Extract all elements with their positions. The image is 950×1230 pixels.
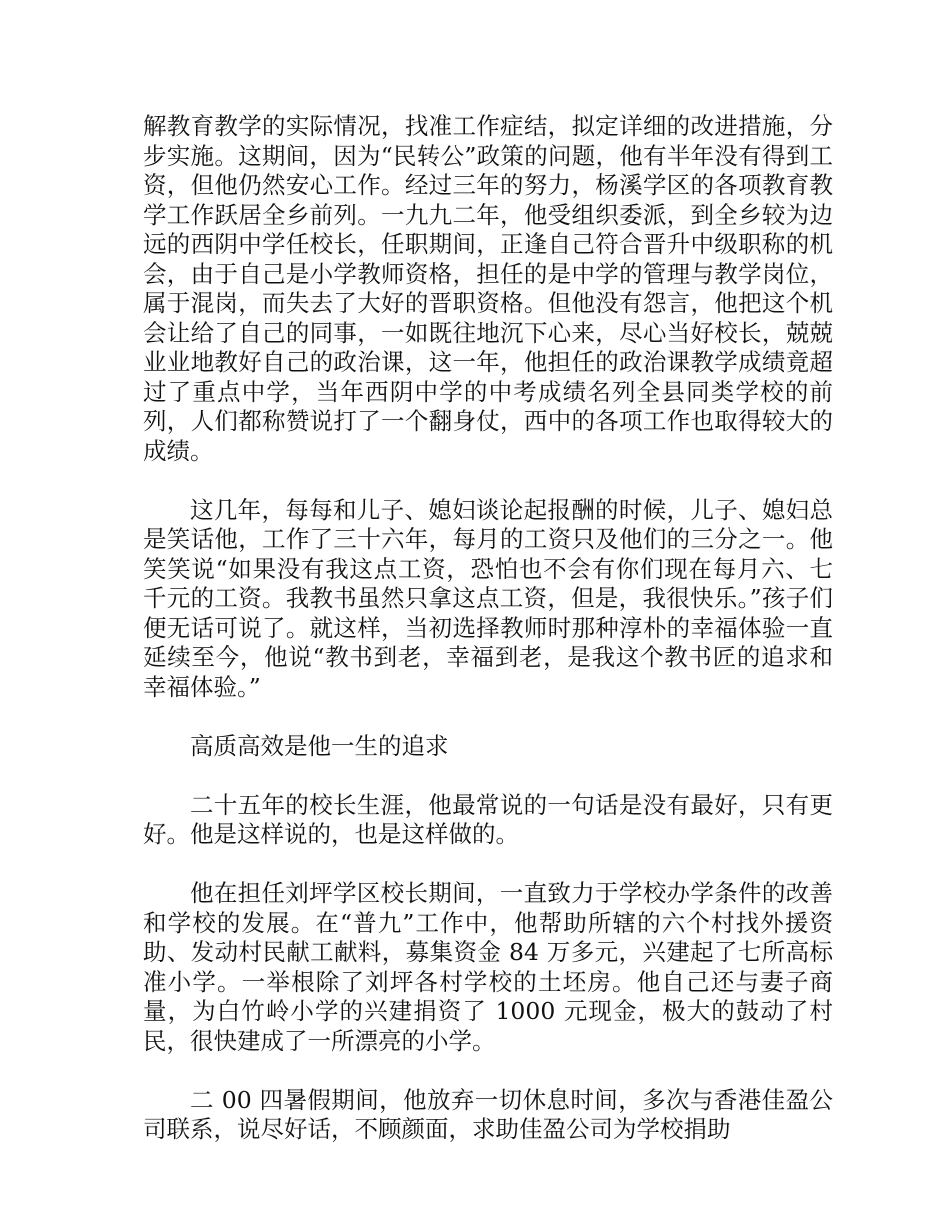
paragraph-2: 这几年，每每和儿子、媳妇谈论起报酬的时候，儿子、媳妇总是笑话他，工作了三十六年，每月的工资只及他们的三分之一。他笑笑说“如果没有我这点工资，恐怕也不会有你们现在每月六、七千元的工资。我教书虽然只拿这点工资，但是，我很快乐。”孩子们便无话可说了。就这样，当初选择教师时那种淳朴的幸福体验一直延续至今，他说“教书到老，幸福到老，是我这个教书匠的追求和幸福体验。”: [143, 495, 833, 701]
paragraph-1: 解教育教学的实际情况，找准工作症结，拟定详细的改进措施，分步实施。这期间，因为“民转公”政策的问题，他有半年没有得到工资，但他仍然安心工作。经过三年的努力，杨溪学区的各项教育教学工作跃居全乡前列。一九九二年，他受组织委派，到全乡较为边远的西阴中学任校长，任职期间，正逢自己符合晋升中级职称的机会，由于自己是小学教师资格，担任的是中学的管理与教学岗位，属于混岗，而失去了大好的晋职资格。但他没有怨言，他把这个机会让给了自己的同事，一如既往地沉下心来，尽心当好校长，兢兢业业地教好自己的政治课，这一年，他担任的政治课教学成绩竟超过了重点中学，当年西阴中学的中考成绩名列全县同类学校的前列，人们都称赞说打了一个翻身仗，西中的各项工作也取得较大的成绩。: [143, 112, 833, 465]
paragraph-4: 他在担任刘坪学区校长期间，一直致力于学校办学条件的改善和学校的发展。在“普九”工作中，他帮助所辖的六个村找外援资助、发动村民献工献料，募集资金 84 万多元，兴建起了七所高标准小学。一举根除了刘坪各村学校的土坯房。他自己还与妻子商量，为白竹岭小学的兴建捐资了 1000 元现金，极大的鼓动了村民，很快建成了一所漂亮的小学。: [143, 879, 833, 1055]
document-body: [143, 112, 833, 1145]
paragraph-5: 二 00 四暑假期间，他放弃一切休息时间，多次与香港佳盈公司联系，说尽好话，不顾颜面，求助佳盈公司为学校捐助: [143, 1085, 833, 1143]
section-heading: 高质高效是他一生的追求: [190, 731, 449, 760]
paragraph-3: 二十五年的校长生涯，他最常说的一句话是没有最好，只有更好。他是这样说的，也是这样做的。: [143, 790, 833, 848]
